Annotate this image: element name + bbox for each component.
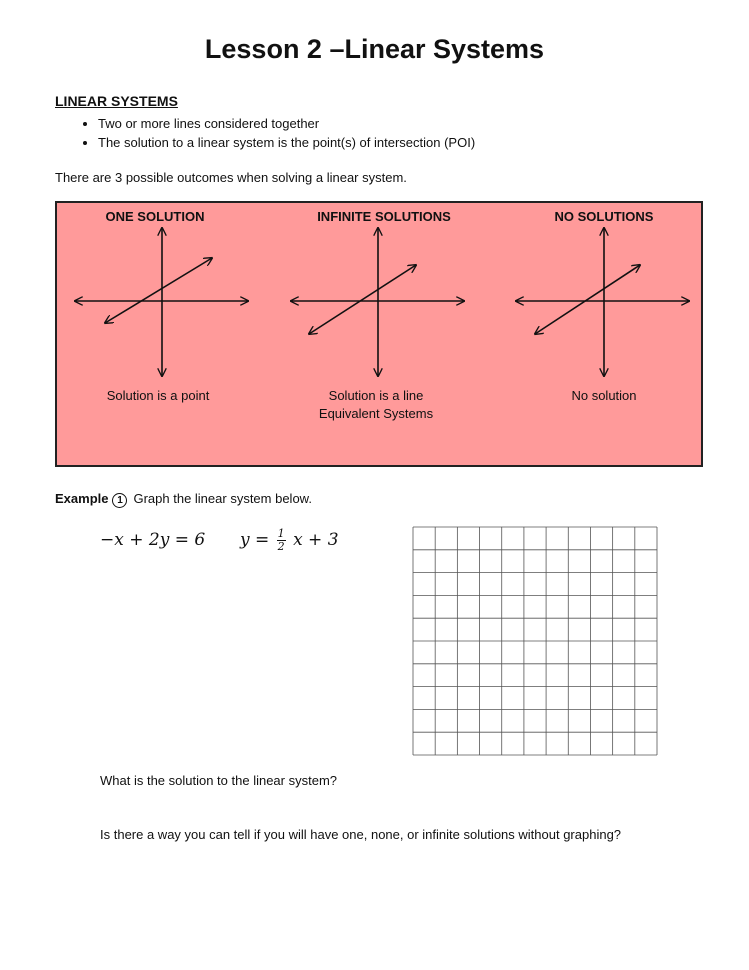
outcome-heading-none: NO SOLUTIONS: [554, 209, 654, 224]
diagram-no-solutions: [516, 228, 689, 376]
caption-line: Solution is a point: [106, 388, 210, 403]
outcome-caption-infinite: [276, 387, 476, 423]
caption-line: No solution: [571, 388, 637, 403]
caption-line: Equivalent Systems: [318, 406, 434, 421]
caption-line: Solution is a line: [328, 388, 424, 403]
example-number-badge: 1: [112, 493, 127, 508]
question-solution: What is the solution to the linear system?: [100, 773, 338, 788]
equation-2-lhs: y =: [239, 530, 270, 550]
example-line: [55, 491, 312, 508]
example-instruction: Graph the linear system below.: [133, 491, 312, 506]
equations: [100, 528, 339, 553]
outcome-caption-none: [504, 387, 704, 405]
intro-text: There are 3 possible outcomes when solving a linear system.: [55, 170, 407, 185]
bullet-list: [58, 114, 738, 152]
fraction-denominator: 2: [277, 540, 285, 553]
outcome-diagrams: [55, 201, 703, 467]
diagram-one-solution: [75, 228, 248, 376]
equation-1: −x + 2y = 6: [100, 530, 206, 550]
outcome-heading-infinite: INFINITE SOLUTIONS: [317, 209, 451, 224]
equation-2: [239, 527, 339, 553]
bullet-item: • The solution to a linear system is the point(s) of intersection (POI): [98, 133, 738, 152]
diagram-infinite-solutions: [291, 228, 464, 376]
outcome-caption-one: [58, 387, 258, 405]
page-title: Lesson 2 –Linear Systems: [204, 34, 545, 64]
graph-grid[interactable]: [411, 525, 659, 757]
equation-2-rhs: x + 3: [293, 530, 339, 550]
fraction: [277, 528, 286, 553]
question-without-graphing: Is there a way you can tell if you will have one, none, or infinite solutions without graphing?: [100, 827, 622, 842]
example-label: Example: [55, 491, 109, 506]
line-arrow: [309, 265, 416, 334]
fraction-numerator: 1: [277, 527, 285, 540]
bullet-item: • Two or more lines considered together: [98, 114, 738, 133]
outcome-heading-one: ONE SOLUTION: [105, 209, 205, 224]
section-heading: LINEAR SYSTEMS: [55, 93, 178, 109]
line-arrow: [105, 258, 212, 323]
line-arrow: [535, 265, 640, 334]
